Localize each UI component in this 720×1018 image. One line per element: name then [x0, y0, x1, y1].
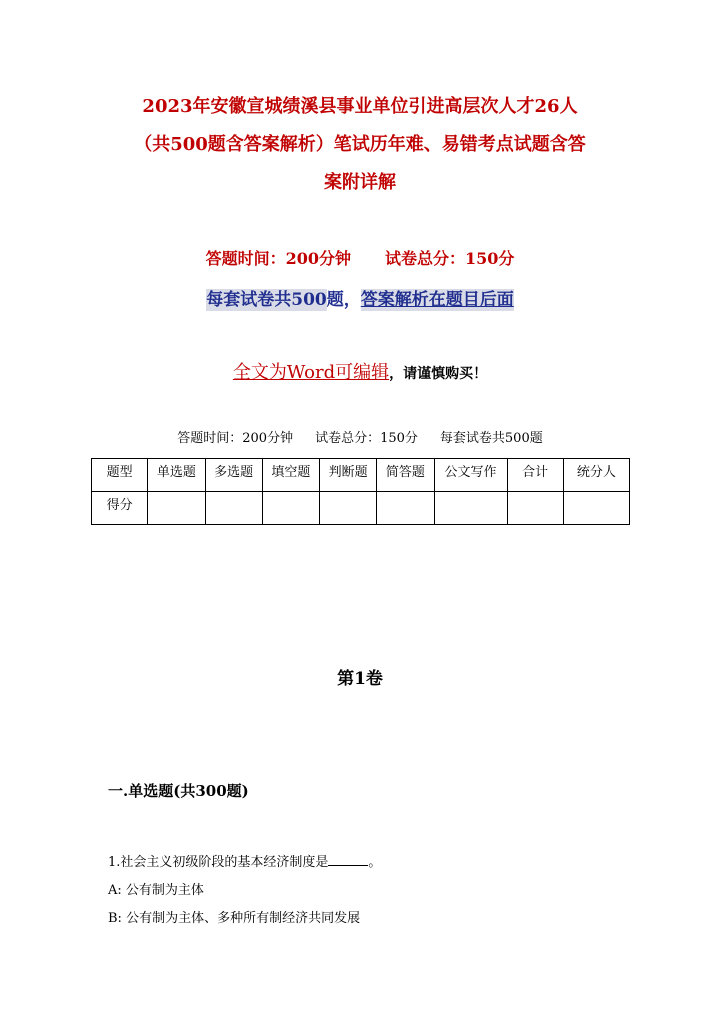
document-title: [60, 88, 660, 202]
score-header-cell: 判断题: [320, 459, 377, 492]
answer-blank: [328, 853, 368, 866]
editable-red-text: 全文为Word可编辑: [232, 362, 390, 383]
title-line-3: 案附详解: [324, 172, 396, 193]
score-cell[interactable]: [434, 492, 507, 525]
score-header-cell: 多选题: [205, 459, 262, 492]
score-table: [91, 458, 630, 525]
option-b: B: 公有制为主体、多种所有制经济共同发展: [108, 911, 361, 926]
question-stem: [108, 851, 381, 870]
editable-black-text: ，请谨慎购买！: [389, 366, 488, 382]
score-row-label: 得分: [92, 492, 148, 525]
exam-time: 答题时间：200分钟: [177, 431, 294, 446]
volume-heading: 第1卷: [337, 669, 383, 689]
exam-score-red: 试卷总分：150分: [385, 249, 515, 268]
exam-count: 每套试卷共500题: [439, 431, 543, 446]
score-cell[interactable]: [205, 492, 262, 525]
score-cell[interactable]: [148, 492, 205, 525]
exam-score: 试卷总分：150分: [315, 431, 418, 446]
score-header-cell: 合计: [507, 459, 563, 492]
score-header-cell: 简答题: [377, 459, 434, 492]
notice-part-3: 题，: [326, 290, 361, 310]
notice-part-2: 500: [291, 290, 327, 310]
section-heading: 一.单选题(共300题): [108, 782, 249, 800]
score-cell[interactable]: [377, 492, 434, 525]
question-stem-text: 1.社会主义初级阶段的基本经济制度是: [108, 855, 329, 870]
score-cell[interactable]: [262, 492, 319, 525]
question-stem-end: 。: [368, 855, 382, 870]
title-line-2: （共500题含答案解析）笔试历年难、易错考点试题含答: [134, 134, 586, 155]
exam-time-red: 答题时间：200分钟: [205, 249, 351, 268]
score-cell[interactable]: [320, 492, 377, 525]
option-a: A: 公有制为主体: [108, 883, 204, 898]
notice-part-1: 每套试卷共: [206, 290, 292, 310]
notice-part-4: 答案解析在题目后面: [360, 290, 514, 310]
exam-meta-black: [0, 427, 720, 446]
exam-meta-red: [0, 246, 720, 269]
score-header-cell: 题型: [92, 459, 148, 492]
score-header-cell: 公文写作: [434, 459, 507, 492]
score-header-cell: 填空题: [262, 459, 319, 492]
score-cell[interactable]: [507, 492, 563, 525]
editable-notice: [0, 358, 720, 384]
answer-notice: [0, 285, 720, 310]
score-table-score-row: [92, 492, 630, 525]
score-cell[interactable]: [563, 492, 629, 525]
score-header-cell: 单选题: [148, 459, 205, 492]
title-line-1: 2023年安徽宣城绩溪县事业单位引进高层次人才26人: [142, 96, 578, 117]
score-header-cell: 统分人: [563, 459, 629, 492]
score-table-header-row: [92, 459, 630, 492]
